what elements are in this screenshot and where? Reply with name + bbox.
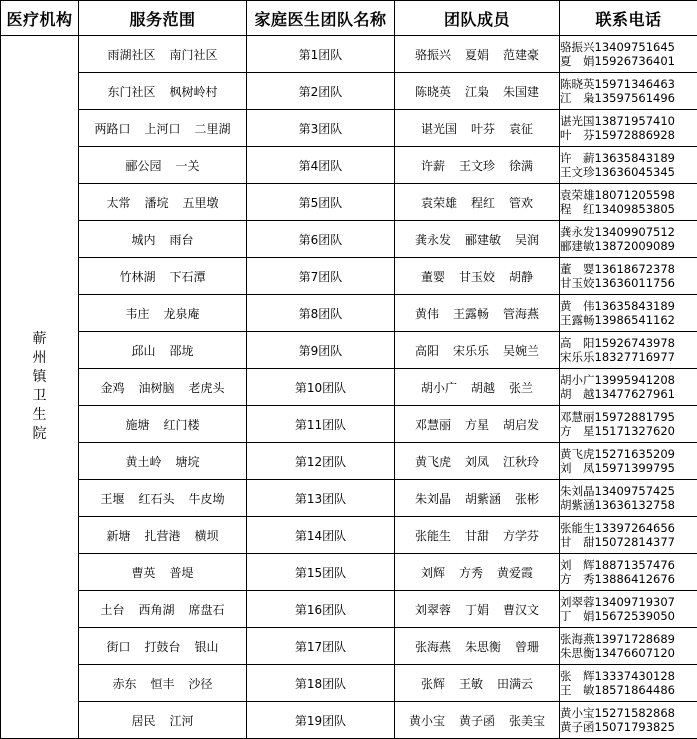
contact-entry: 骆振兴13409751645	[560, 40, 697, 54]
contact-entry: 王 敏18571864486	[560, 683, 697, 697]
team-member: 叶芬	[471, 122, 495, 136]
contact-entry: 朱思衡13476607120	[560, 646, 697, 660]
service-area: 金鸡	[100, 381, 124, 395]
team-name-cell: 第16团队	[247, 591, 395, 628]
contact-entry: 黄飞虎15271635209	[560, 447, 697, 461]
table-header	[1, 1, 697, 36]
team-member: 张彬	[515, 492, 539, 506]
team-member: 范建豪	[503, 48, 539, 62]
service-scope-cell	[79, 665, 247, 702]
team-members-cell	[395, 628, 560, 665]
table-row	[1, 591, 697, 628]
contact-entry: 江 枭13597561496	[560, 91, 697, 105]
team-member: 王文珍	[459, 159, 495, 173]
team-member: 江枭	[465, 85, 489, 99]
service-area: 枫树岭村	[170, 85, 218, 99]
team-name-cell: 第2团队	[247, 73, 395, 110]
team-members-cell	[395, 702, 560, 739]
table-body	[1, 36, 697, 739]
service-area: 沙径	[189, 677, 213, 691]
team-name-cell: 第6团队	[247, 221, 395, 258]
table-row	[1, 258, 697, 295]
service-area: 南门社区	[170, 48, 218, 62]
service-area: 上河口	[144, 122, 180, 136]
team-members-cell	[395, 258, 560, 295]
contact-phone-cell	[560, 702, 697, 739]
table-row	[1, 406, 697, 443]
contact-entry: 王露畅13986541162	[560, 313, 697, 327]
team-members-cell	[395, 554, 560, 591]
table-row	[1, 369, 697, 406]
contact-entry: 叶 芬15972886928	[560, 128, 697, 142]
team-name-cell: 第5团队	[247, 184, 395, 221]
institution-char: 卫	[1, 387, 78, 406]
service-scope-cell	[79, 221, 247, 258]
team-member: 甘甜	[465, 529, 489, 543]
service-area: 西角湖	[138, 603, 174, 617]
service-area: 王堰	[100, 492, 124, 506]
contact-entry: 甘 甜15072814377	[560, 535, 697, 549]
contact-phone-cell	[560, 369, 697, 406]
header-team-name: 家庭医生团队名称	[247, 1, 395, 36]
institution-cell	[1, 36, 79, 739]
team-member: 江秋玲	[503, 455, 539, 469]
contact-entry: 董 婴13618672378	[560, 262, 697, 276]
team-member: 黄小宝	[409, 714, 445, 728]
team-name-cell: 第4团队	[247, 147, 395, 184]
service-scope-cell	[79, 110, 247, 147]
contact-phone-cell	[560, 665, 697, 702]
header-service-scope: 服务范围	[79, 1, 247, 36]
header-team-members: 团队成员	[395, 1, 560, 36]
table-row	[1, 147, 697, 184]
service-scope-cell	[79, 591, 247, 628]
contact-entry: 高 阳15926743978	[560, 336, 697, 350]
table-row	[1, 480, 697, 517]
service-area: 邱山	[131, 344, 155, 358]
team-member: 郦建敏	[465, 233, 501, 247]
service-area: 两路口	[94, 122, 130, 136]
team-name-cell: 第18团队	[247, 665, 395, 702]
service-area: 东门社区	[107, 85, 155, 99]
service-scope-cell	[79, 73, 247, 110]
service-area: 二里湖	[195, 122, 231, 136]
team-name-cell: 第15团队	[247, 554, 395, 591]
team-member: 许薪	[421, 159, 445, 173]
team-members-cell	[395, 147, 560, 184]
contact-entry: 甘玉姣13636011756	[560, 276, 697, 290]
service-scope-cell	[79, 258, 247, 295]
service-area: 塘垸	[176, 455, 200, 469]
service-scope-cell	[79, 184, 247, 221]
contact-entry: 黄 伟13635843189	[560, 299, 697, 313]
service-area: 竹林湖	[119, 270, 155, 284]
team-member: 袁荣雄	[421, 196, 457, 210]
service-area: 居民	[131, 714, 155, 728]
contact-entry: 方 星15171327620	[560, 424, 697, 438]
contact-phone-cell	[560, 184, 697, 221]
service-area: 郦公园	[125, 159, 161, 173]
team-member: 张海燕	[415, 640, 451, 654]
service-area: 街口	[106, 640, 130, 654]
team-member: 宋乐乐	[453, 344, 489, 358]
team-member: 张辉	[421, 677, 445, 691]
service-area: 曹英	[131, 566, 155, 580]
team-member: 吴润	[515, 233, 539, 247]
team-member: 陈晓英	[415, 85, 451, 99]
team-member: 董婴	[421, 270, 445, 284]
table-row	[1, 628, 697, 665]
team-member: 方星	[465, 418, 489, 432]
contact-entry: 夏 娟15926736401	[560, 54, 697, 68]
contact-phone-cell	[560, 406, 697, 443]
team-member: 骆振兴	[415, 48, 451, 62]
team-members-cell	[395, 406, 560, 443]
contact-phone-cell	[560, 443, 697, 480]
contact-entry: 王文珍13636045345	[560, 165, 697, 179]
team-member: 谌光国	[421, 122, 457, 136]
team-members-cell	[395, 184, 560, 221]
contact-entry: 谌光国13871957410	[560, 114, 697, 128]
contact-phone-cell	[560, 73, 697, 110]
team-members-cell	[395, 369, 560, 406]
contact-phone-cell	[560, 628, 697, 665]
table-row	[1, 110, 697, 147]
service-area: 雨湖社区	[107, 48, 155, 62]
contact-entry: 程 红13409853805	[560, 202, 697, 216]
service-area: 五里墩	[183, 196, 219, 210]
contact-entry: 朱刘晶13409757425	[560, 484, 697, 498]
team-member: 管海燕	[503, 307, 539, 321]
contact-entry: 陈晓英15971346463	[560, 77, 697, 91]
service-area: 黄土岭	[125, 455, 161, 469]
team-member: 胡小广	[421, 381, 457, 395]
team-name-cell: 第19团队	[247, 702, 395, 739]
team-name-cell: 第13团队	[247, 480, 395, 517]
team-name-cell: 第12团队	[247, 443, 395, 480]
team-name-cell: 第1团队	[247, 36, 395, 73]
team-member: 刘凤	[465, 455, 489, 469]
contact-entry: 刘 凤15971399795	[560, 461, 697, 475]
team-member: 夏娟	[465, 48, 489, 62]
contact-entry: 刘翠蓉13409719307	[560, 595, 697, 609]
team-member: 徐满	[509, 159, 533, 173]
team-member: 龚永发	[415, 233, 451, 247]
service-area: 龙泉庵	[164, 307, 200, 321]
service-area: 土台	[100, 603, 124, 617]
table-row	[1, 665, 697, 702]
contact-phone-cell	[560, 36, 697, 73]
team-member: 曹汉文	[503, 603, 539, 617]
contact-entry: 郦建敏13872009089	[560, 239, 697, 253]
team-member: 胡紫涵	[465, 492, 501, 506]
institution-char: 院	[1, 425, 78, 444]
contact-entry: 邓慧丽15972881795	[560, 410, 697, 424]
service-area: 施塘	[125, 418, 149, 432]
service-area: 雨台	[170, 233, 194, 247]
contact-entry: 张能生13397264656	[560, 521, 697, 535]
service-area: 打鼓台	[144, 640, 180, 654]
table-row	[1, 554, 697, 591]
service-area: 红门楼	[164, 418, 200, 432]
service-scope-cell	[79, 702, 247, 739]
service-scope-cell	[79, 406, 247, 443]
service-area: 横坝	[195, 529, 219, 543]
team-member: 管欢	[509, 196, 533, 210]
team-member: 袁征	[509, 122, 533, 136]
team-name-cell: 第3团队	[247, 110, 395, 147]
team-member: 朱刘晶	[415, 492, 451, 506]
contact-entry: 宋乐乐18327716977	[560, 350, 697, 364]
team-name-cell: 第9团队	[247, 332, 395, 369]
header-row	[1, 1, 697, 36]
team-member: 方学芬	[503, 529, 539, 543]
service-area: 一关	[176, 159, 200, 173]
service-area: 红石头	[138, 492, 174, 506]
contact-phone-cell	[560, 332, 697, 369]
team-member: 刘翠蓉	[415, 603, 451, 617]
contact-entry: 丁 娟15672539050	[560, 609, 697, 623]
contact-phone-cell	[560, 554, 697, 591]
team-name-cell: 第14团队	[247, 517, 395, 554]
institution-char: 州	[1, 349, 78, 368]
service-scope-cell	[79, 554, 247, 591]
institution-char: 生	[1, 406, 78, 425]
team-member: 吴婉兰	[503, 344, 539, 358]
contact-phone-cell	[560, 221, 697, 258]
service-area: 老虎头	[189, 381, 225, 395]
contact-entry: 黄子函15071793825	[560, 720, 697, 734]
contact-phone-cell	[560, 147, 697, 184]
team-member: 朱国建	[503, 85, 539, 99]
header-contact-phone: 联系电话	[560, 1, 697, 36]
team-member: 田满云	[497, 677, 533, 691]
team-members-cell	[395, 332, 560, 369]
team-member: 刘辉	[421, 566, 445, 580]
team-members-cell	[395, 295, 560, 332]
service-area: 银山	[195, 640, 219, 654]
service-scope-cell	[79, 147, 247, 184]
team-member: 张能生	[415, 529, 451, 543]
contact-entry: 胡紫涵13636132758	[560, 498, 697, 512]
team-name-cell: 第10团队	[247, 369, 395, 406]
team-name-cell: 第17团队	[247, 628, 395, 665]
contact-entry: 刘 辉18871357476	[560, 558, 697, 572]
team-member: 胡静	[509, 270, 533, 284]
team-members-cell	[395, 665, 560, 702]
contact-entry: 张海燕13971728689	[560, 632, 697, 646]
service-area: 新塘	[106, 529, 130, 543]
contact-entry: 袁荣雄18071205598	[560, 188, 697, 202]
table-row	[1, 295, 697, 332]
team-members-cell	[395, 480, 560, 517]
team-member: 方秀	[459, 566, 483, 580]
team-members-cell	[395, 36, 560, 73]
contact-phone-cell	[560, 295, 697, 332]
contact-phone-cell	[560, 517, 697, 554]
service-area: 赤东	[112, 677, 136, 691]
service-area: 江河	[170, 714, 194, 728]
team-name-cell: 第7团队	[247, 258, 395, 295]
service-scope-cell	[79, 480, 247, 517]
team-member: 曾珊	[515, 640, 539, 654]
team-member: 黄爱霞	[497, 566, 533, 580]
contact-entry: 胡 越13477627961	[560, 387, 697, 401]
team-member: 胡越	[471, 381, 495, 395]
team-member: 黄伟	[415, 307, 439, 321]
service-area: 普堤	[170, 566, 194, 580]
table-row	[1, 221, 697, 258]
team-member: 邓慧丽	[415, 418, 451, 432]
contact-entry: 胡小广13995941208	[560, 373, 697, 387]
team-member: 丁娟	[465, 603, 489, 617]
service-scope-cell	[79, 295, 247, 332]
table-row	[1, 184, 697, 221]
service-area: 油树脑	[138, 381, 174, 395]
service-area: 邵垅	[170, 344, 194, 358]
team-name-cell: 第11团队	[247, 406, 395, 443]
team-name-cell: 第8团队	[247, 295, 395, 332]
service-scope-cell	[79, 332, 247, 369]
team-member: 张兰	[509, 381, 533, 395]
service-area: 下石潭	[170, 270, 206, 284]
service-scope-cell	[79, 517, 247, 554]
contact-phone-cell	[560, 480, 697, 517]
contact-entry: 张 辉13337430128	[560, 669, 697, 683]
team-member: 高阳	[415, 344, 439, 358]
team-member: 王露畅	[453, 307, 489, 321]
service-area: 扎营港	[144, 529, 180, 543]
contact-entry: 龚永发13409907512	[560, 225, 697, 239]
service-area: 潘垸	[144, 196, 168, 210]
team-members-cell	[395, 517, 560, 554]
table-row	[1, 36, 697, 73]
service-area: 城内	[131, 233, 155, 247]
service-area: 韦庄	[125, 307, 149, 321]
team-member: 张美宝	[509, 714, 545, 728]
team-members-cell	[395, 221, 560, 258]
table-row	[1, 702, 697, 739]
table-row	[1, 517, 697, 554]
header-institution: 医疗机构	[1, 1, 79, 36]
team-members-cell	[395, 73, 560, 110]
team-member: 黄子函	[459, 714, 495, 728]
table-row	[1, 332, 697, 369]
contact-phone-cell	[560, 258, 697, 295]
contact-entry: 黄小宝15271582868	[560, 706, 697, 720]
service-area: 席盘石	[189, 603, 225, 617]
contact-entry: 方 秀13886412676	[560, 572, 697, 586]
team-members-cell	[395, 591, 560, 628]
team-member: 甘玉姣	[459, 270, 495, 284]
team-member: 黄飞虎	[415, 455, 451, 469]
table-row	[1, 443, 697, 480]
service-area: 恒丰	[150, 677, 174, 691]
team-members-cell	[395, 110, 560, 147]
contact-phone-cell	[560, 110, 697, 147]
team-member: 程红	[471, 196, 495, 210]
institution-char: 蕲	[1, 330, 78, 349]
contact-entry: 许 薪13635843189	[560, 151, 697, 165]
service-area: 太常	[106, 196, 130, 210]
team-member: 朱思衡	[465, 640, 501, 654]
contact-phone-cell	[560, 591, 697, 628]
team-member: 胡启发	[503, 418, 539, 432]
service-scope-cell	[79, 443, 247, 480]
team-members-cell	[395, 443, 560, 480]
team-member: 王敏	[459, 677, 483, 691]
service-scope-cell	[79, 369, 247, 406]
service-scope-cell	[79, 36, 247, 73]
service-area: 牛皮坳	[189, 492, 225, 506]
table-row	[1, 73, 697, 110]
service-scope-cell	[79, 628, 247, 665]
institution-char: 镇	[1, 368, 78, 387]
